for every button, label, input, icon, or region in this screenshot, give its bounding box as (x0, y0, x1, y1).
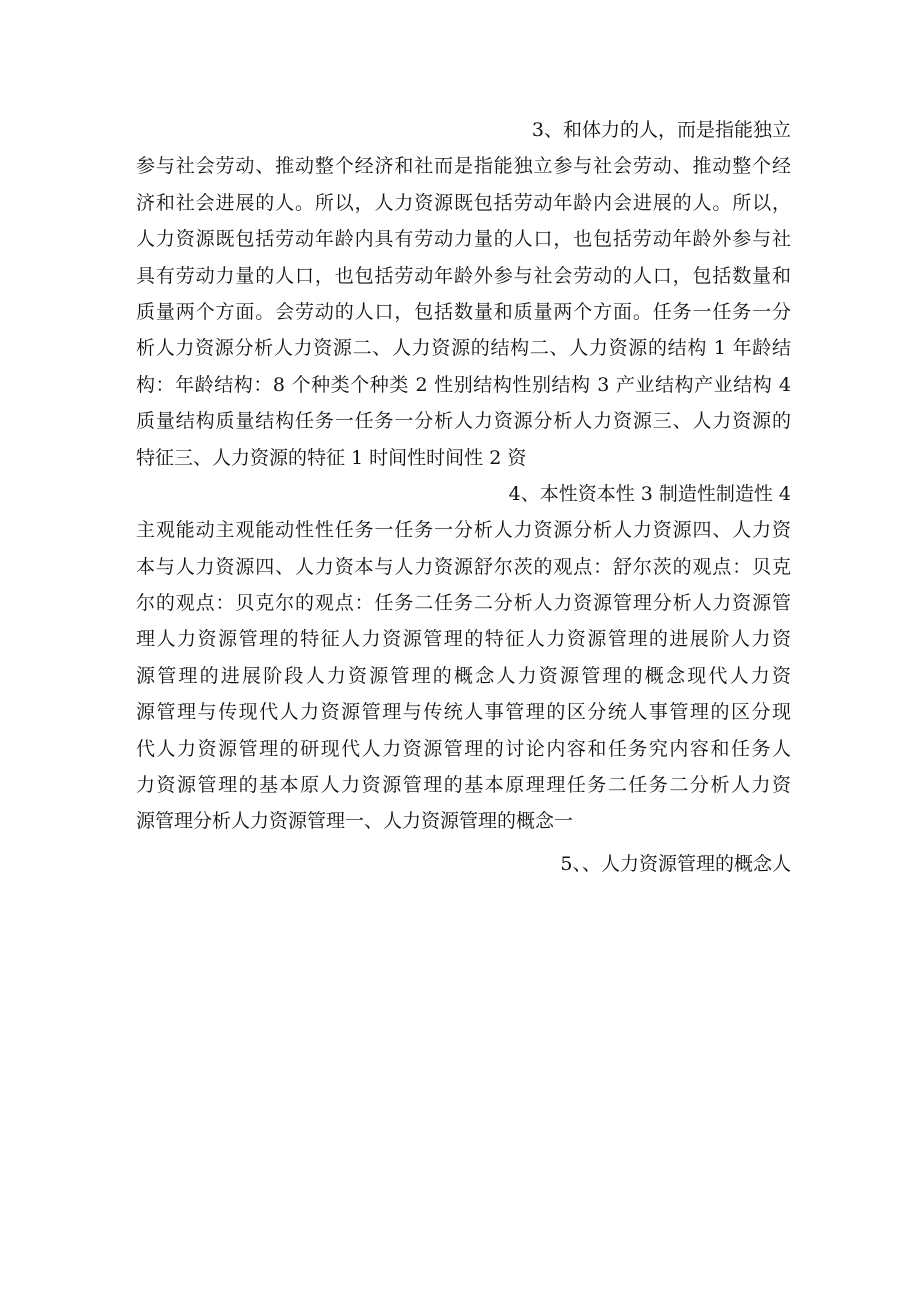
paragraph-body-1 (136, 148, 791, 476)
text-line: 源管理的进展阶段人力资源管理的概念人力资源管理的概念现代人力资 (136, 664, 791, 687)
paragraph-body-2 (136, 512, 791, 840)
text-line: 主观能动主观能动性性任务一任务一分析人力资源分析人力资源四、人力资 (136, 519, 791, 542)
text-line: 构：年龄结构：8 个种类个种类 2 性别结构性别结构 3 产业结构产业结构 4 (136, 373, 791, 396)
text-line: 析人力资源分析人力资源二、人力资源的结构二、人力资源的结构 1 年龄结 (136, 337, 791, 360)
text-line: 5、、人力资源管理的概念人 (560, 852, 791, 875)
text-line: 理人力资源管理的特征人力资源管理的特征人力资源管理的进展阶人力资 (136, 628, 791, 651)
text-line: 代人力资源管理的研现代人力资源管理的讨论内容和任务究内容和任务人 (136, 737, 791, 760)
text-line: 参与社会劳动、推动整个经济和社而是指能独立参与社会劳动、推动整个经 (136, 155, 791, 178)
text-line: 本与人力资源四、人力资本与人力资源舒尔茨的观点：舒尔茨的观点：贝克 (136, 555, 791, 578)
text-line: 特征三、人力资源的特征 1 时间性时间性 2 资 (136, 446, 527, 469)
document-page (136, 112, 791, 882)
paragraph-heading-4 (136, 476, 791, 512)
text-line: 济和社会进展的人。所以，人力资源既包括劳动年龄内会进展的人。所以， (136, 191, 791, 214)
text-line: 尔的观点：贝克尔的观点：任务二任务二分析人力资源管理分析人力资源管 (136, 592, 791, 615)
text-line: 3、和体力的人，而是指能独立 (531, 119, 791, 141)
text-line: 4、本性资本性 3 制造性制造性 4 (508, 482, 791, 505)
text-line: 力资源管理的基本原人力资源管理的基本原理理任务二任务二分析人力资 (136, 774, 791, 797)
paragraph-heading-3 (136, 112, 791, 148)
text-line: 质量结构质量结构任务一任务一分析人力资源分析人力资源三、人力资源的 (136, 410, 791, 433)
text-line: 具有劳动力量的人口，也包括劳动年龄外参与社会劳动的人口，包括数量和 (136, 264, 791, 287)
paragraph-heading-5 (136, 846, 791, 882)
text-line: 质量两个方面。会劳动的人口，包括数量和质量两个方面。任务一任务一分 (136, 300, 791, 323)
text-line: 源管理与传现代人力资源管理与传统人事管理的区分统人事管理的区分现 (136, 701, 791, 724)
text-line: 人力资源既包括劳动年龄内具有劳动力量的人口，也包括劳动年龄外参与社 (136, 228, 791, 251)
text-line: 源管理分析人力资源管理一、人力资源管理的概念一 (136, 810, 574, 833)
